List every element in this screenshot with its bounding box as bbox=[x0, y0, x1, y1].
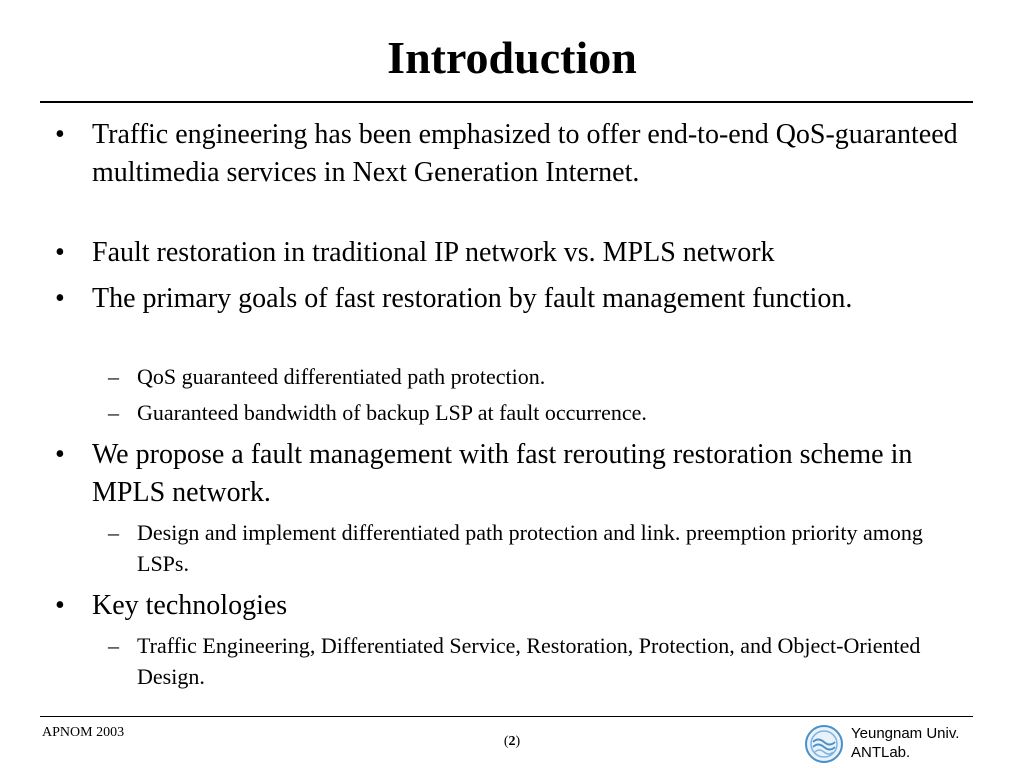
sub-bullet-text: Guaranteed bandwidth of backup LSP at fault occurrence. bbox=[137, 400, 647, 425]
bullet-marker: • bbox=[55, 283, 65, 314]
bullet-item bbox=[55, 234, 975, 272]
bullet-text: Fault restoration in traditional IP network vs. MPLS network bbox=[92, 237, 775, 268]
title-divider bbox=[40, 101, 973, 103]
bullet-text: The primary goals of fast restoration by fault management function. bbox=[92, 283, 853, 314]
sub-bullet-marker: – bbox=[108, 520, 119, 545]
bullet-marker: • bbox=[55, 590, 65, 621]
bullet-marker: • bbox=[55, 237, 65, 268]
bullet-text: Traffic engineering has been emphasized to offer end-to-end QoS-guaranteed multimedia services in Next Generation Internet. bbox=[92, 119, 958, 188]
sub-bullet-item bbox=[108, 361, 978, 392]
organization-name: Yeungnam Univ. bbox=[851, 725, 960, 742]
sub-bullet-item bbox=[108, 630, 978, 692]
university-emblem-icon bbox=[804, 724, 844, 764]
sub-bullet-item bbox=[108, 397, 978, 428]
sub-bullet-text: Traffic Engineering, Differentiated Service, Restoration, Protection, and Object-Oriented Design. bbox=[137, 633, 921, 689]
lab-name: ANTLab. bbox=[851, 744, 911, 761]
bullet-text: Key technologies bbox=[92, 590, 288, 621]
bullet-text: We propose a fault management with fast rerouting restoration scheme in MPLS network. bbox=[92, 439, 913, 508]
sub-bullet-marker: – bbox=[108, 400, 119, 425]
bullet-marker: • bbox=[55, 439, 65, 470]
sub-bullet-item bbox=[108, 517, 978, 579]
conference-label: APNOM 2003 bbox=[42, 725, 125, 740]
sub-bullet-marker: – bbox=[108, 364, 119, 389]
sub-bullet-marker: – bbox=[108, 633, 119, 658]
bullet-item bbox=[55, 436, 975, 512]
footer-divider bbox=[40, 716, 973, 717]
slide-title: Introduction bbox=[387, 32, 637, 83]
page-number-close: ) bbox=[515, 734, 521, 749]
organization-label bbox=[851, 724, 959, 762]
bullet-item bbox=[55, 116, 975, 192]
sub-bullet-text: QoS guaranteed differentiated path protection. bbox=[137, 364, 546, 389]
sub-bullet-text: Design and implement differentiated path protection and link. preemption priority among LSPs. bbox=[137, 520, 923, 576]
bullet-item bbox=[55, 280, 975, 318]
page-number-value: 2 bbox=[508, 734, 516, 749]
page-number-open: ( bbox=[503, 734, 509, 749]
bullet-item bbox=[55, 587, 975, 625]
bullet-marker: • bbox=[55, 119, 65, 150]
